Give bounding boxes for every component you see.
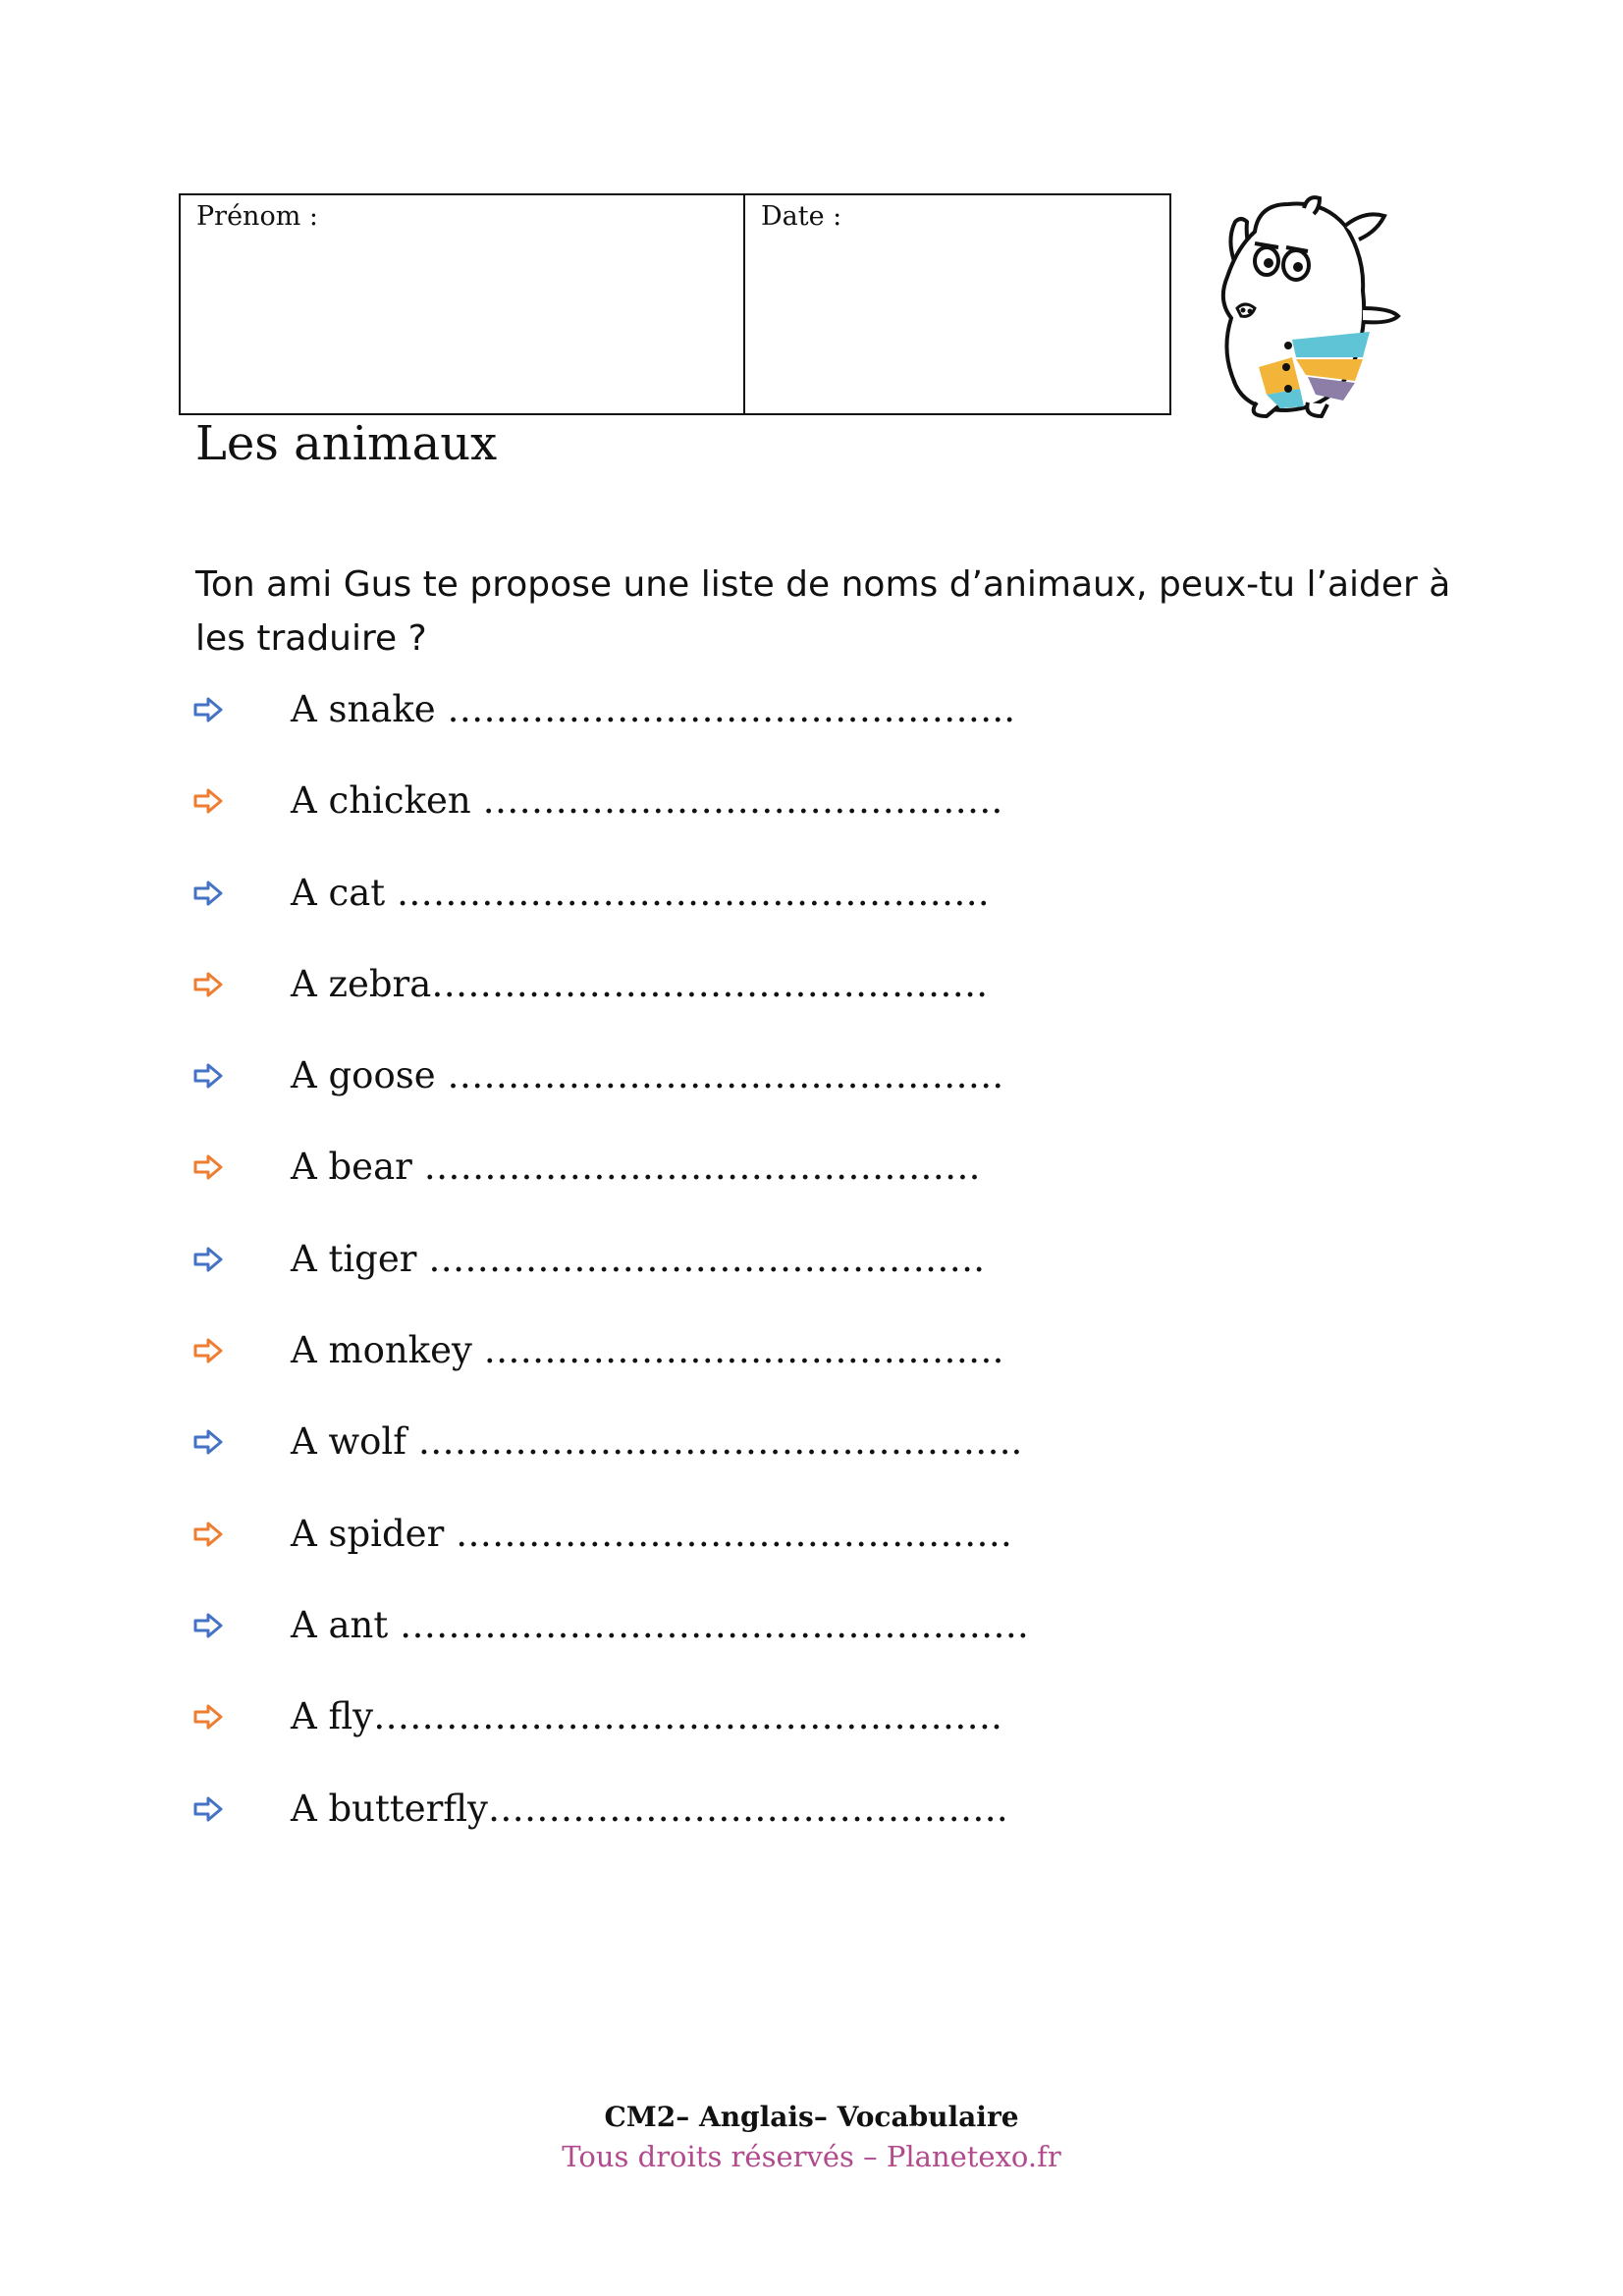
list-item-text: A spider ………………………………………. xyxy=(291,1512,1012,1555)
arrow-right-icon xyxy=(192,772,291,830)
arrow-right-icon xyxy=(192,1138,291,1197)
list-item-text: A bear ………………………………………. xyxy=(291,1146,981,1189)
list-item-text: A zebra………………………………………. xyxy=(291,962,989,1005)
list-item[interactable] xyxy=(192,1046,1174,1138)
date-label: Date : xyxy=(761,201,842,232)
prenom-cell[interactable] xyxy=(181,195,745,413)
list-item-text: A chicken ……………………………………. xyxy=(291,779,1003,823)
list-item[interactable] xyxy=(192,864,1174,955)
list-item[interactable] xyxy=(192,1596,1174,1687)
arrow-right-icon xyxy=(192,955,291,1014)
arrow-right-icon xyxy=(192,1046,291,1105)
arrow-right-icon xyxy=(192,1413,291,1471)
arrow-right-icon xyxy=(192,1780,291,1839)
list-item[interactable] xyxy=(192,1687,1174,1779)
arrow-right-icon xyxy=(192,1230,291,1289)
list-item-text: A snake ……………………………………….. xyxy=(291,688,1015,730)
list-item[interactable] xyxy=(192,680,1174,772)
footer-rights: Tous droits réservés – Planetexo.fr xyxy=(562,2140,1061,2173)
list-item[interactable] xyxy=(192,1138,1174,1229)
page-title: Les animaux xyxy=(195,416,498,471)
arrow-right-icon xyxy=(192,1321,291,1380)
list-item[interactable] xyxy=(192,1505,1174,1596)
date-cell[interactable] xyxy=(745,195,1169,413)
prenom-label: Prénom : xyxy=(196,201,318,232)
arrow-right-icon xyxy=(192,1505,291,1564)
list-item[interactable] xyxy=(192,1230,1174,1321)
list-item[interactable] xyxy=(192,1413,1174,1504)
list-item-text: A wolf ………………………………………….. xyxy=(291,1420,1023,1464)
list-item-text: A cat …………………………………………. xyxy=(291,871,990,914)
instructions-text: Ton ami Gus te propose une liste de noms d’animaux, peux-tu l’aider à les traduire ? xyxy=(195,564,1451,659)
list-item-text: A fly……………………………………………. xyxy=(291,1695,1002,1738)
arrow-right-icon xyxy=(192,680,291,739)
list-item-text: A ant ……………………………………………. xyxy=(291,1603,1029,1646)
list-item[interactable] xyxy=(192,955,1174,1046)
list-item-text: A goose ………………………………………. xyxy=(291,1054,1004,1097)
list-item[interactable] xyxy=(192,772,1174,863)
arrow-right-icon xyxy=(192,1687,291,1746)
footer-title: CM2– Anglais– Vocabulaire xyxy=(604,2101,1019,2133)
list-item-text: A tiger ………………………………………. xyxy=(291,1237,985,1280)
vocabulary-list xyxy=(192,680,1174,1871)
student-info-table xyxy=(179,193,1171,415)
sheep-mascot-icon xyxy=(1198,192,1414,418)
list-item-text: A butterfly……………………………………. xyxy=(291,1787,1008,1830)
arrow-right-icon xyxy=(192,864,291,923)
list-item[interactable] xyxy=(192,1780,1174,1871)
list-item-text: A monkey ……………………………………. xyxy=(291,1329,1004,1372)
arrow-right-icon xyxy=(192,1596,291,1655)
list-item[interactable] xyxy=(192,1321,1174,1413)
